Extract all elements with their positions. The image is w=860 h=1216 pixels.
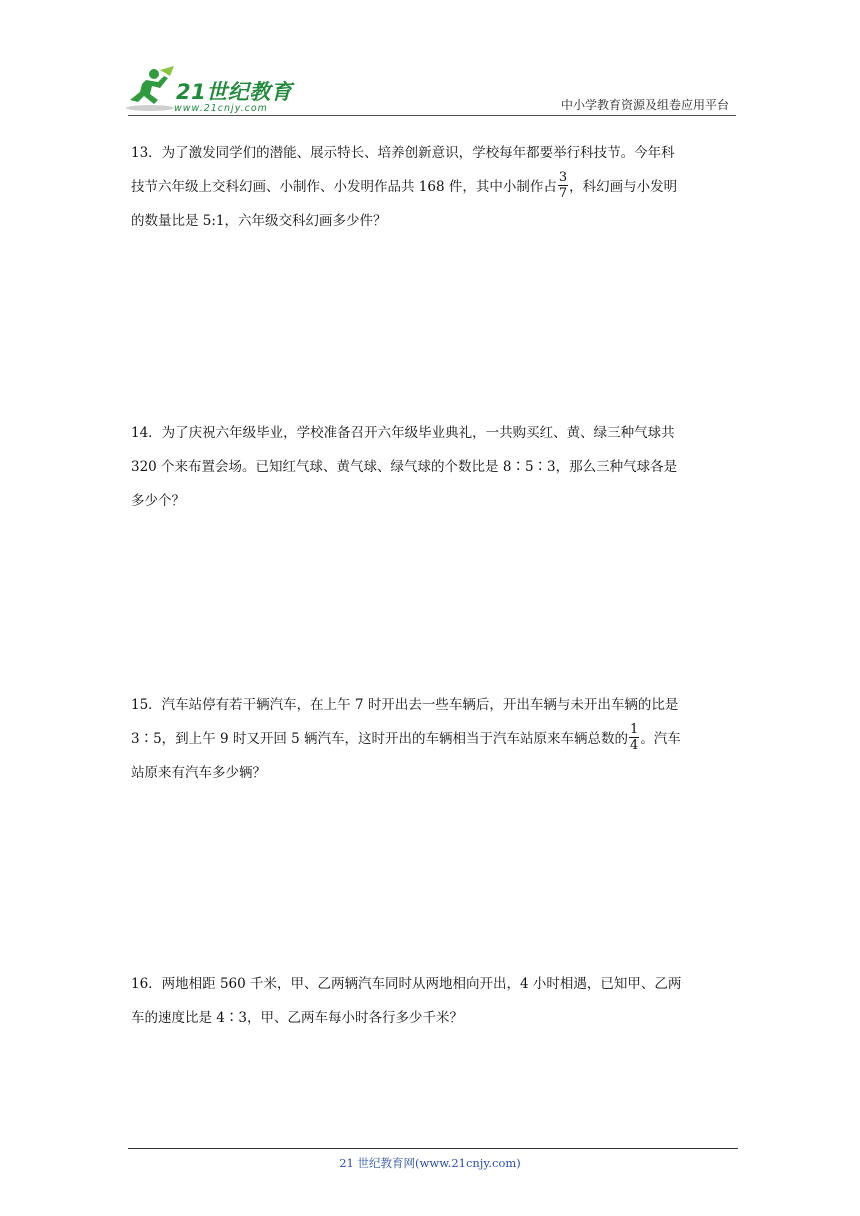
question-line: 14．为了庆祝六年级毕业，学校准备召开六年级毕业典礼，一共购买红、黄、绿三种气球共 xyxy=(131,425,675,441)
header-divider xyxy=(128,115,736,116)
runner-logo-icon xyxy=(124,66,176,114)
question-14 xyxy=(131,416,733,518)
question-line: 车的速度比是 4∶3，甲、乙两车每小时各行多少千米？ xyxy=(131,1010,463,1026)
question-text: 。汽车 xyxy=(640,731,681,747)
question-line: 的数量比是 5:1，六年级交科幻画多少件？ xyxy=(131,213,387,229)
question-line: 320 个来布置会场。已知红气球、黄气球、绿气球的个数比是 8∶5∶3，那么三种气球各是 xyxy=(131,459,678,475)
header-slogan: 中小学教育资源及组卷应用平台 xyxy=(560,98,729,112)
question-15 xyxy=(131,688,733,790)
question-text: 3∶5，到上午 9 时又开回 5 辆汽车，这时开出的车辆相当于汽车站原来车辆总数的 xyxy=(131,731,629,747)
fraction-denominator: 4 xyxy=(630,738,639,753)
question-line xyxy=(131,722,733,756)
fraction-numerator: 1 xyxy=(630,722,639,737)
footer-divider xyxy=(128,1148,738,1149)
question-text: ，科幻画与小发明 xyxy=(569,179,678,195)
logo-text: 21世纪教育 xyxy=(176,80,293,104)
footer-link[interactable]: 21 世纪教育网(www.21cnjy.com) xyxy=(339,1156,521,1170)
question-line: 16．两地相距 560 千米，甲、乙两辆汽车同时从两地相向开出，4 小时相遇，已知甲、乙两 xyxy=(131,976,682,992)
logo xyxy=(124,66,304,118)
fraction xyxy=(558,170,568,201)
fraction-denominator: 7 xyxy=(558,186,568,201)
page-header xyxy=(0,0,860,125)
question-line: 站原来有汽车多少辆？ xyxy=(131,765,266,781)
question-line: 多少个？ xyxy=(131,493,185,509)
question-line: 13．为了激发同学们的潜能、展示特长、培养创新意识，学校每年都要举行科技节。今年科 xyxy=(131,145,675,161)
logo-url: www.21cnjy.com xyxy=(174,103,268,114)
fraction-numerator: 3 xyxy=(558,170,568,185)
question-text: 技节六年级上交科幻画、小制作、小发明作品共 168 件，其中小制作占 xyxy=(131,179,557,195)
question-line xyxy=(131,170,733,204)
fraction xyxy=(629,722,639,753)
question-16 xyxy=(131,967,733,1035)
question-line: 15．汽车站停有若干辆汽车，在上午 7 时开出去一些车辆后，开出车辆与未开出车辆的比是 xyxy=(131,697,679,713)
question-13 xyxy=(131,136,733,238)
